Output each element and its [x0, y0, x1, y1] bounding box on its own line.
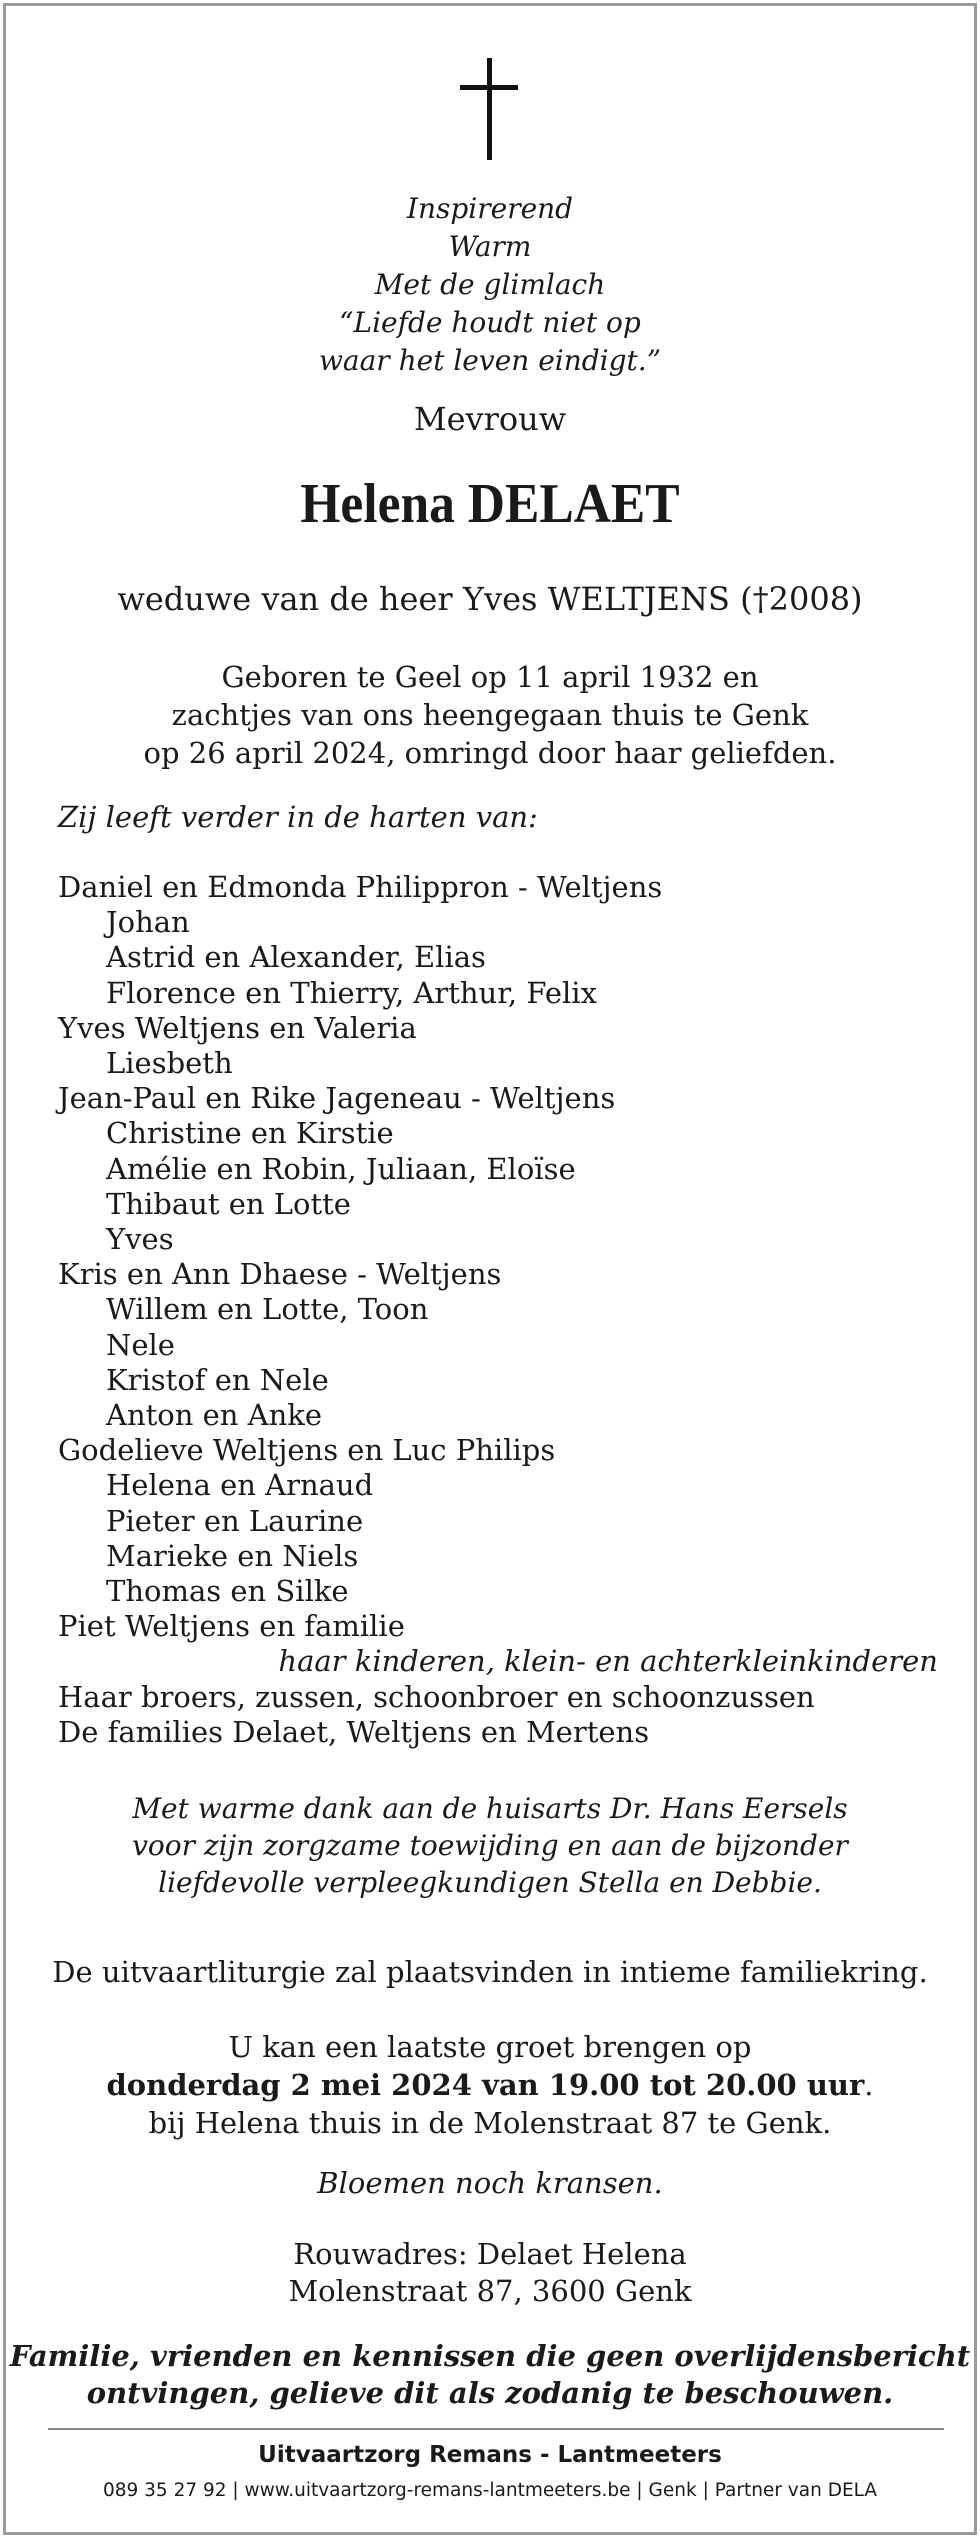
deceased-name: Helena DELAET [300, 473, 680, 535]
family-list [58, 870, 938, 1750]
undertaker-name: Uitvaartzorg Remans - Lantmeeters [258, 2442, 722, 2468]
family-member: De families Delaet, Weltjens en Mertens [58, 1714, 650, 1749]
family-sub-member: Florence en Thierry, Arthur, Felix [106, 975, 597, 1010]
family-summary: haar kinderen, klein- en achterkleinkinderen [278, 1644, 938, 1679]
born-line: op 26 april 2024, omringd door haar geliefden. [143, 736, 837, 770]
motto-line: Warm [448, 230, 532, 263]
family-sub-member: Marieke en Niels [106, 1538, 359, 1573]
widow-line: weduwe van de heer Yves WELTJENS (†2008) [117, 580, 863, 618]
family-sub-member: Johan [106, 905, 190, 940]
family-sub-member: Thomas en Silke [106, 1574, 349, 1609]
thanks-line: liefdevolle verpleegkundigen Stella en Debbie. [158, 1866, 822, 1899]
address-line: Molenstraat 87, 3600 Genk [288, 2274, 692, 2308]
family-member: Godelieve Weltjens en Luc Philips [58, 1433, 556, 1468]
family-member: Kris en Ann Dhaese - Weltjens [58, 1257, 502, 1292]
visit-date: donderdag 2 mei 2024 van 19.00 tot 20.00 uur [106, 2068, 865, 2102]
born-line: zachtjes van ons heengegaan thuis te Genk [171, 698, 809, 732]
notice-line: ontvingen, gelieve dit als zodanig te beschouwen. [86, 2376, 894, 2410]
family-member: Daniel en Edmonda Philippron - Weltjens [58, 870, 663, 904]
footer-divider [48, 2428, 944, 2430]
thanks-line: Met warme dank aan de huisarts Dr. Hans Eersels [132, 1792, 848, 1825]
notice-line: Familie, vrienden en kennissen die geen overlijdensbericht [9, 2339, 971, 2373]
family-sub-member: Amélie en Robin, Juliaan, Eloïse [106, 1151, 576, 1186]
birth-death-info [0, 658, 980, 772]
visitation-info [0, 2028, 980, 2142]
thanks-line: voor zijn zorgzame toewijding en aan de bijzonder [132, 1829, 848, 1862]
liturgy-text: De uitvaartliturgie zal plaatsvinden in intieme familiekring. [52, 1955, 928, 1989]
visit-line: U kan een laatste groet brengen op [228, 2030, 752, 2064]
cross-icon [460, 58, 518, 160]
visit-line: bij Helena thuis in de Molenstraat 87 te Genk. [148, 2106, 832, 2140]
undertaker-contact: 089 35 27 92 | www.uitvaartzorg-remans-lantmeeters.be | Genk | Partner van DELA [102, 2480, 878, 2501]
motto-line: Inspirerend [406, 192, 574, 225]
thanks-text [0, 1790, 980, 1901]
mourning-address [0, 2236, 980, 2310]
honorific: Mevrouw [413, 400, 567, 438]
family-sub-member: Yves [106, 1222, 174, 1257]
family-sub-member: Astrid en Alexander, Elias [106, 940, 486, 975]
family-sub-member: Anton en Anke [106, 1398, 323, 1433]
motto-line: waar het leven eindigt.” [318, 344, 662, 377]
notice-text [0, 2338, 980, 2412]
family-sub-member: Kristof en Nele [106, 1362, 329, 1397]
family-sub-member: Pieter en Laurine [106, 1503, 364, 1538]
family-sub-member: Helena en Arnaud [106, 1468, 374, 1503]
family-sub-member: Willem en Lotte, Toon [106, 1292, 429, 1327]
motto [0, 190, 980, 380]
motto-line: Met de glimlach [374, 268, 606, 301]
flowers-note: Bloemen noch kransen. [317, 2166, 663, 2200]
family-member: Jean-Paul en Rike Jageneau - Weltjens [58, 1081, 616, 1116]
family-sub-member: Christine en Kirstie [106, 1116, 394, 1151]
visit-line: donderdag 2 mei 2024 van 19.00 tot 20.00 uur. [106, 2068, 874, 2102]
family-sub-member: Nele [106, 1327, 175, 1362]
family-member: Haar broers, zussen, schoonbroer en schoonzussen [58, 1679, 815, 1714]
lives-on-heading: Zij leeft verder in de harten van: [58, 800, 538, 834]
family-member: Piet Weltjens en familie [58, 1609, 405, 1644]
address-line: Rouwadres: Delaet Helena [293, 2237, 687, 2271]
family-member: Yves Weltjens en Valeria [58, 1010, 417, 1045]
motto-line: “Liefde houdt niet op [339, 306, 641, 339]
family-sub-member: Liesbeth [106, 1046, 233, 1081]
family-sub-member: Thibaut en Lotte [106, 1186, 351, 1221]
born-line: Geboren te Geel op 11 april 1932 en [221, 660, 759, 694]
